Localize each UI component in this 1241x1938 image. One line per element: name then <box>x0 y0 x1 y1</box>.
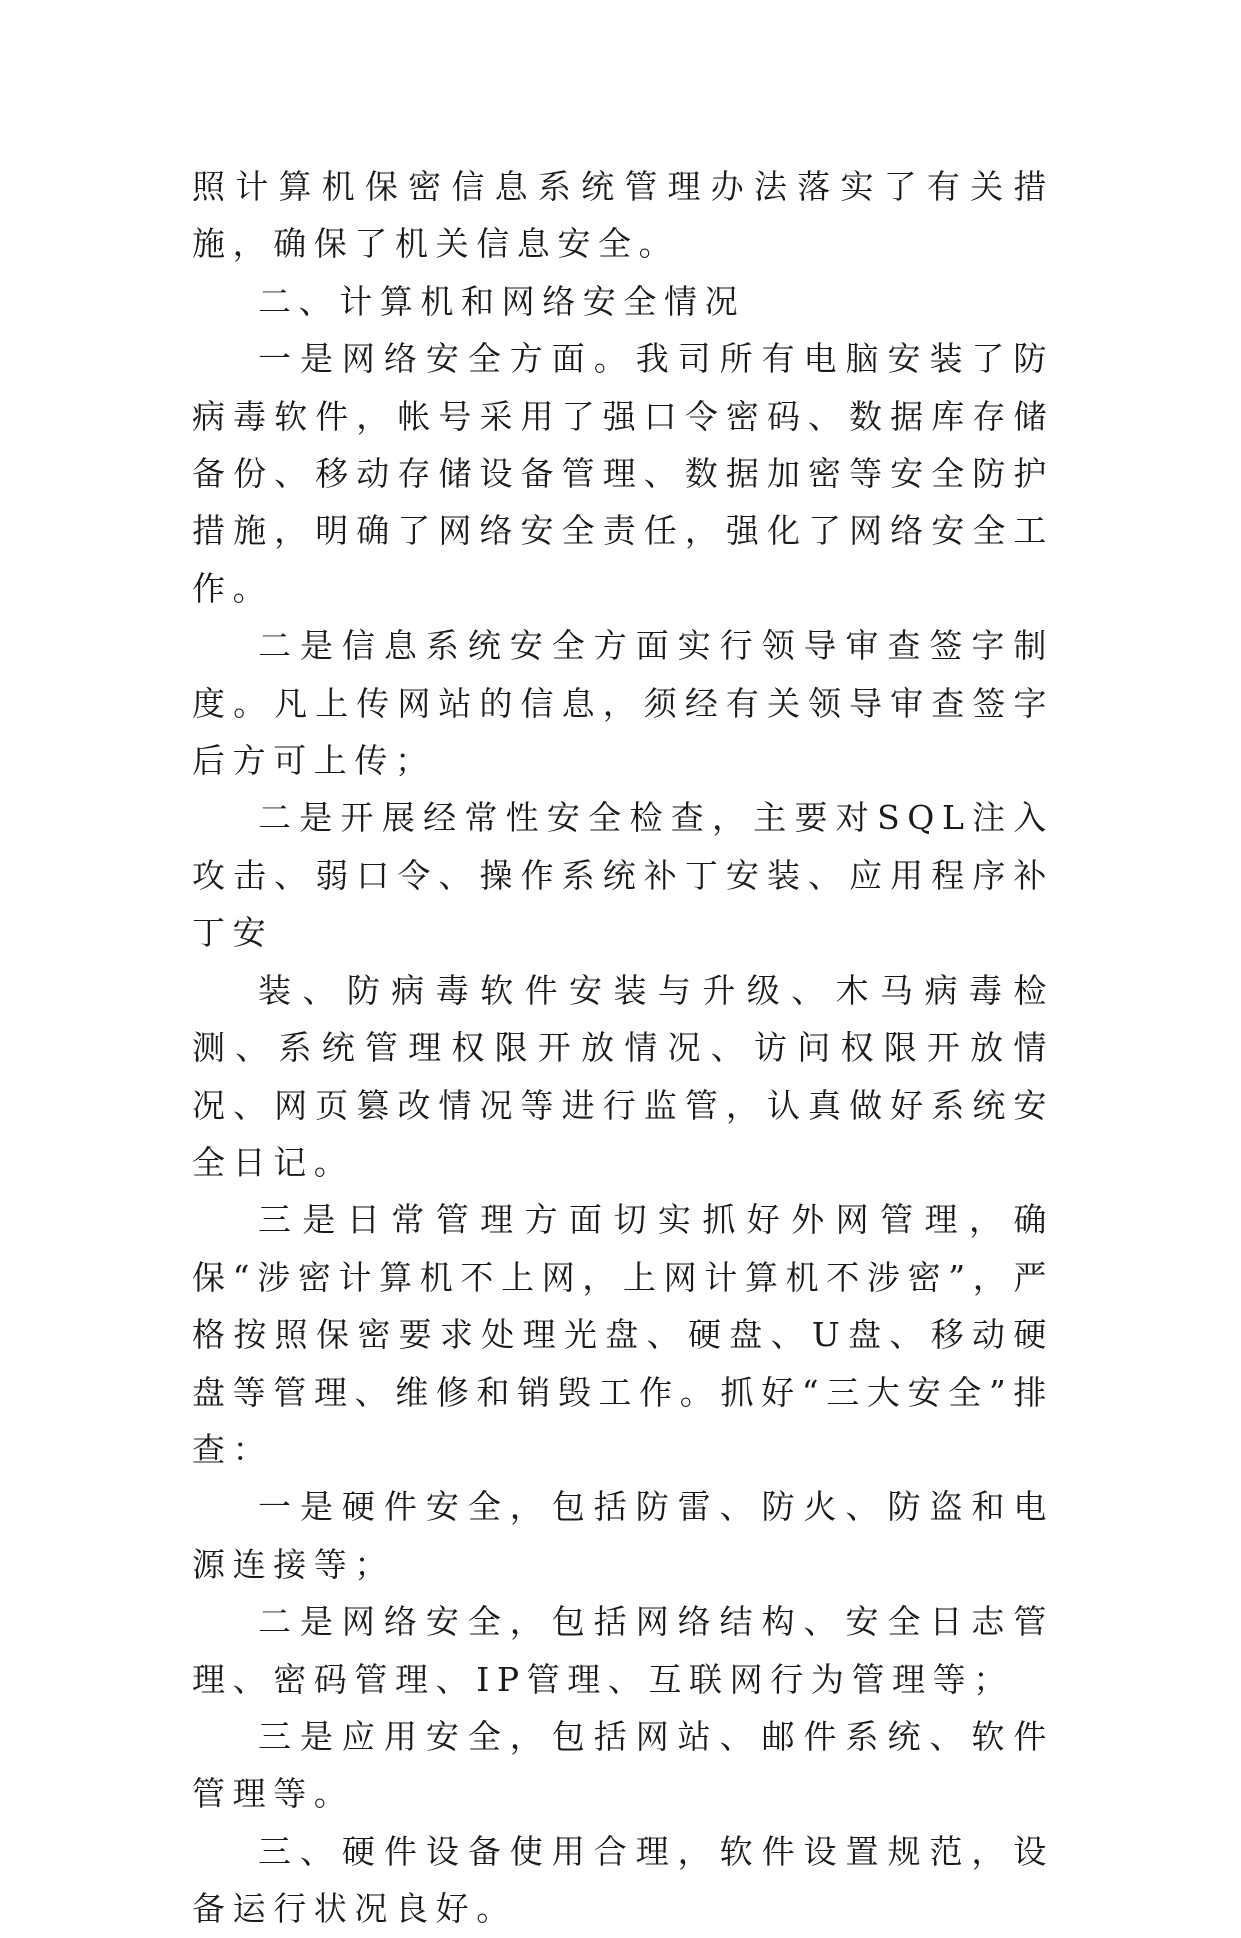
paragraph-network-security: 一是网络安全方面。我司所有电脑安装了防病毒软件，帐号采用了强口令密码、数据库存储备份、移动存储设备管理、数据加密等安全防护措施，明确了网络安全责任，强化了网络安全工作。 <box>192 339 1054 608</box>
section-heading-hardware-usage: 三、硬件设备使用合理，软件设置规范，设备运行状况良好。 <box>192 1831 1054 1929</box>
paragraph-hardware-security: 一是硬件安全，包括防雷、防火、防盗和电源连接等； <box>192 1487 1054 1584</box>
paragraph-daily-management: 三是日常管理方面切实抓好外网管理，确保“涉密计算机不上网，上网计算机不涉密”，严格按照保密要求处理光盘、硬盘、U盘、移动硬盘等管理、维修和销毁工作。抓好“三大安全”排查： <box>192 1200 1054 1469</box>
paragraph-application-security: 三是应用安全，包括网站、邮件系统、软件管理等。 <box>192 1716 1054 1814</box>
paragraph-continuation: 照计算机保密信息系统管理办法落实了有关措施，确保了机关信息安全。 <box>192 167 1054 264</box>
paragraph-security-inspection: 二是开展经常性安全检查，主要对SQL注入攻击、弱口令、操作系统补丁安装、应用程序补丁安 <box>192 798 1054 953</box>
paragraph-security-inspection-continued: 装、防病毒软件安装与升级、木马病毒检测、系统管理权限开放情况、访问权限开放情况、网页篡改情况等进行监管，认真做好系统安全日记。 <box>192 970 1054 1182</box>
paragraph-network-safety: 二是网络安全，包括网络结构、安全日志管理、密码管理、IP管理、互联网行为管理等； <box>192 1602 1054 1699</box>
document-body <box>192 158 1054 1938</box>
section-heading-computer-network-security: 二、计算机和网络安全情况 <box>258 281 746 321</box>
paragraph-information-system-security: 二是信息系统安全方面实行领导审查签字制度。凡上传网站的信息，须经有关领导审查签字后方可上传； <box>192 626 1054 781</box>
